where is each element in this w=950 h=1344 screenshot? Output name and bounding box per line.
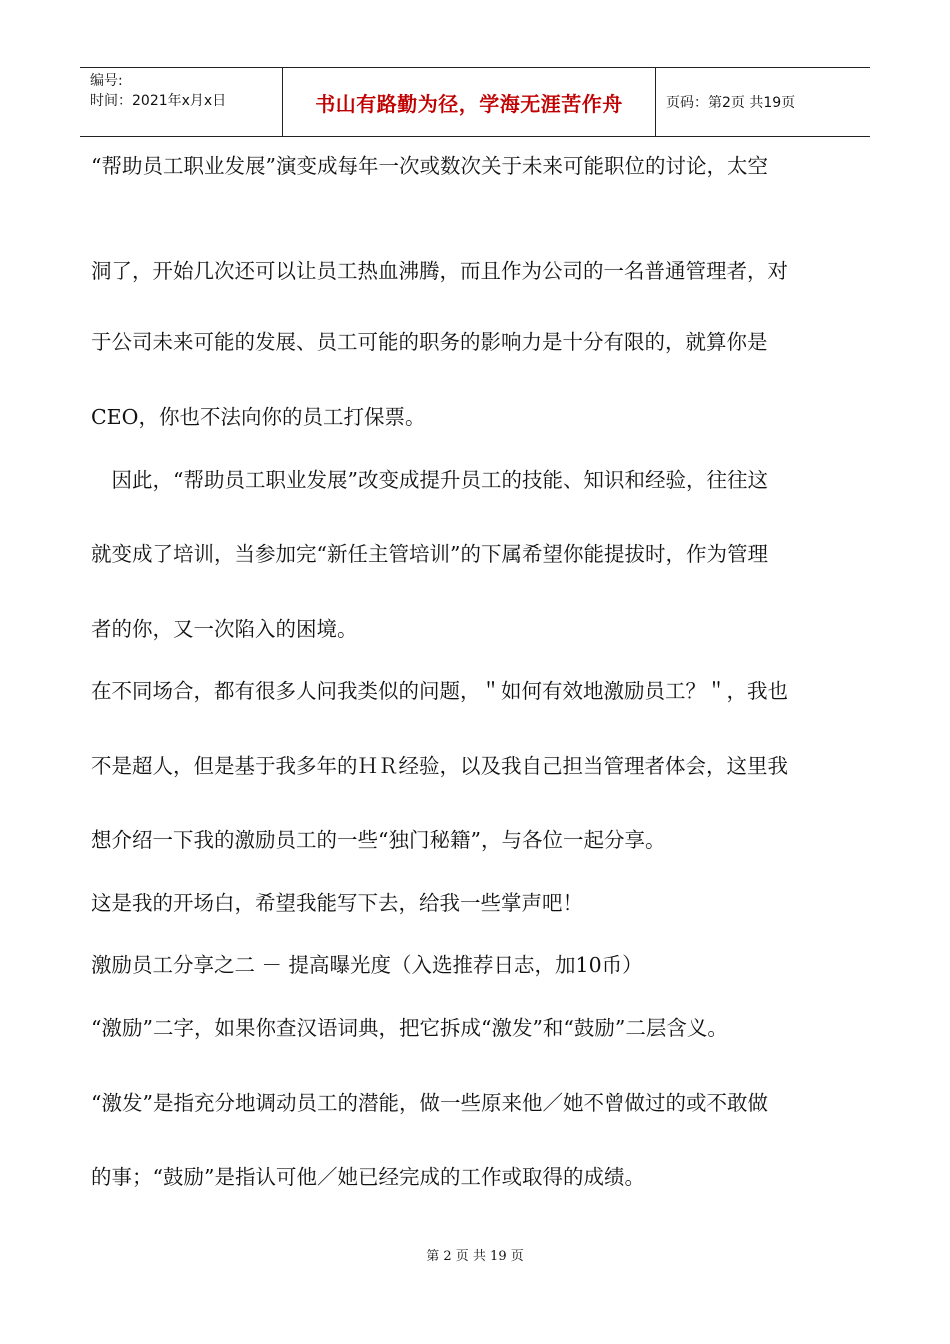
- body-line: 的事；“鼓励”是指认可他／她已经完成的工作或取得的成绩。: [91, 1165, 645, 1189]
- body-line: 想介绍一下我的激励员工的一些“独门秘籍”，与各位一起分享。: [91, 828, 666, 852]
- body-line: “激励”二字，如果你查汉语词典，把它拆成“激发”和“鼓励”二层含义。: [91, 1016, 728, 1040]
- page-footer: 第 2 页 共 19 页: [426, 1249, 524, 1264]
- body-line: CEO，你也不法向你的员工打保票。: [91, 405, 426, 429]
- body-line: 激励员工分享之二 － 提高曝光度（入选推荐日志，加10币）: [91, 953, 643, 977]
- body-line: 于公司未来可能的发展、员工可能的职务的影响力是十分有限的，就算你是: [91, 330, 768, 354]
- body-line: 这是我的开场白，希望我能写下去，给我一些掌声吧！: [91, 891, 583, 915]
- page-header: [80, 67, 870, 137]
- document-number-label: 编号:: [90, 73, 123, 89]
- header-motto: 书山有路勤为径，学海无涯苦作舟: [283, 68, 656, 136]
- body-line: 就变成了培训，当参加完“新任主管培训”的下属希望你能提拔时，作为管理: [91, 542, 768, 566]
- body-line: 者的你，又一次陷入的困境。: [91, 617, 358, 641]
- body-line: 不是超人，但是基于我多年的ＨＲ经验，以及我自己担当管理者体会，这里我: [91, 754, 788, 778]
- body-line: 洞了，开始几次还可以让员工热血沸腾，而且作为公司的一名普通管理者，对: [91, 259, 788, 283]
- body-line: 因此，“帮助员工职业发展”改变成提升员工的技能、知识和经验，往往这: [91, 468, 768, 492]
- document-date: 时间：2021年x月x日: [90, 93, 227, 109]
- header-page-info: 页码：第2页 共19页: [666, 95, 796, 111]
- header-meta: [80, 68, 283, 136]
- body-line: “激发”是指充分地调动员工的潜能，做一些原来他／她不曾做过的或不敢做: [91, 1091, 768, 1115]
- body-line: “帮助员工职业发展”演变成每年一次或数次关于未来可能职位的讨论，太空: [91, 154, 768, 178]
- body-line: 在不同场合，都有很多人问我类似的问题，＂如何有效地激励员工？＂，我也: [91, 679, 788, 703]
